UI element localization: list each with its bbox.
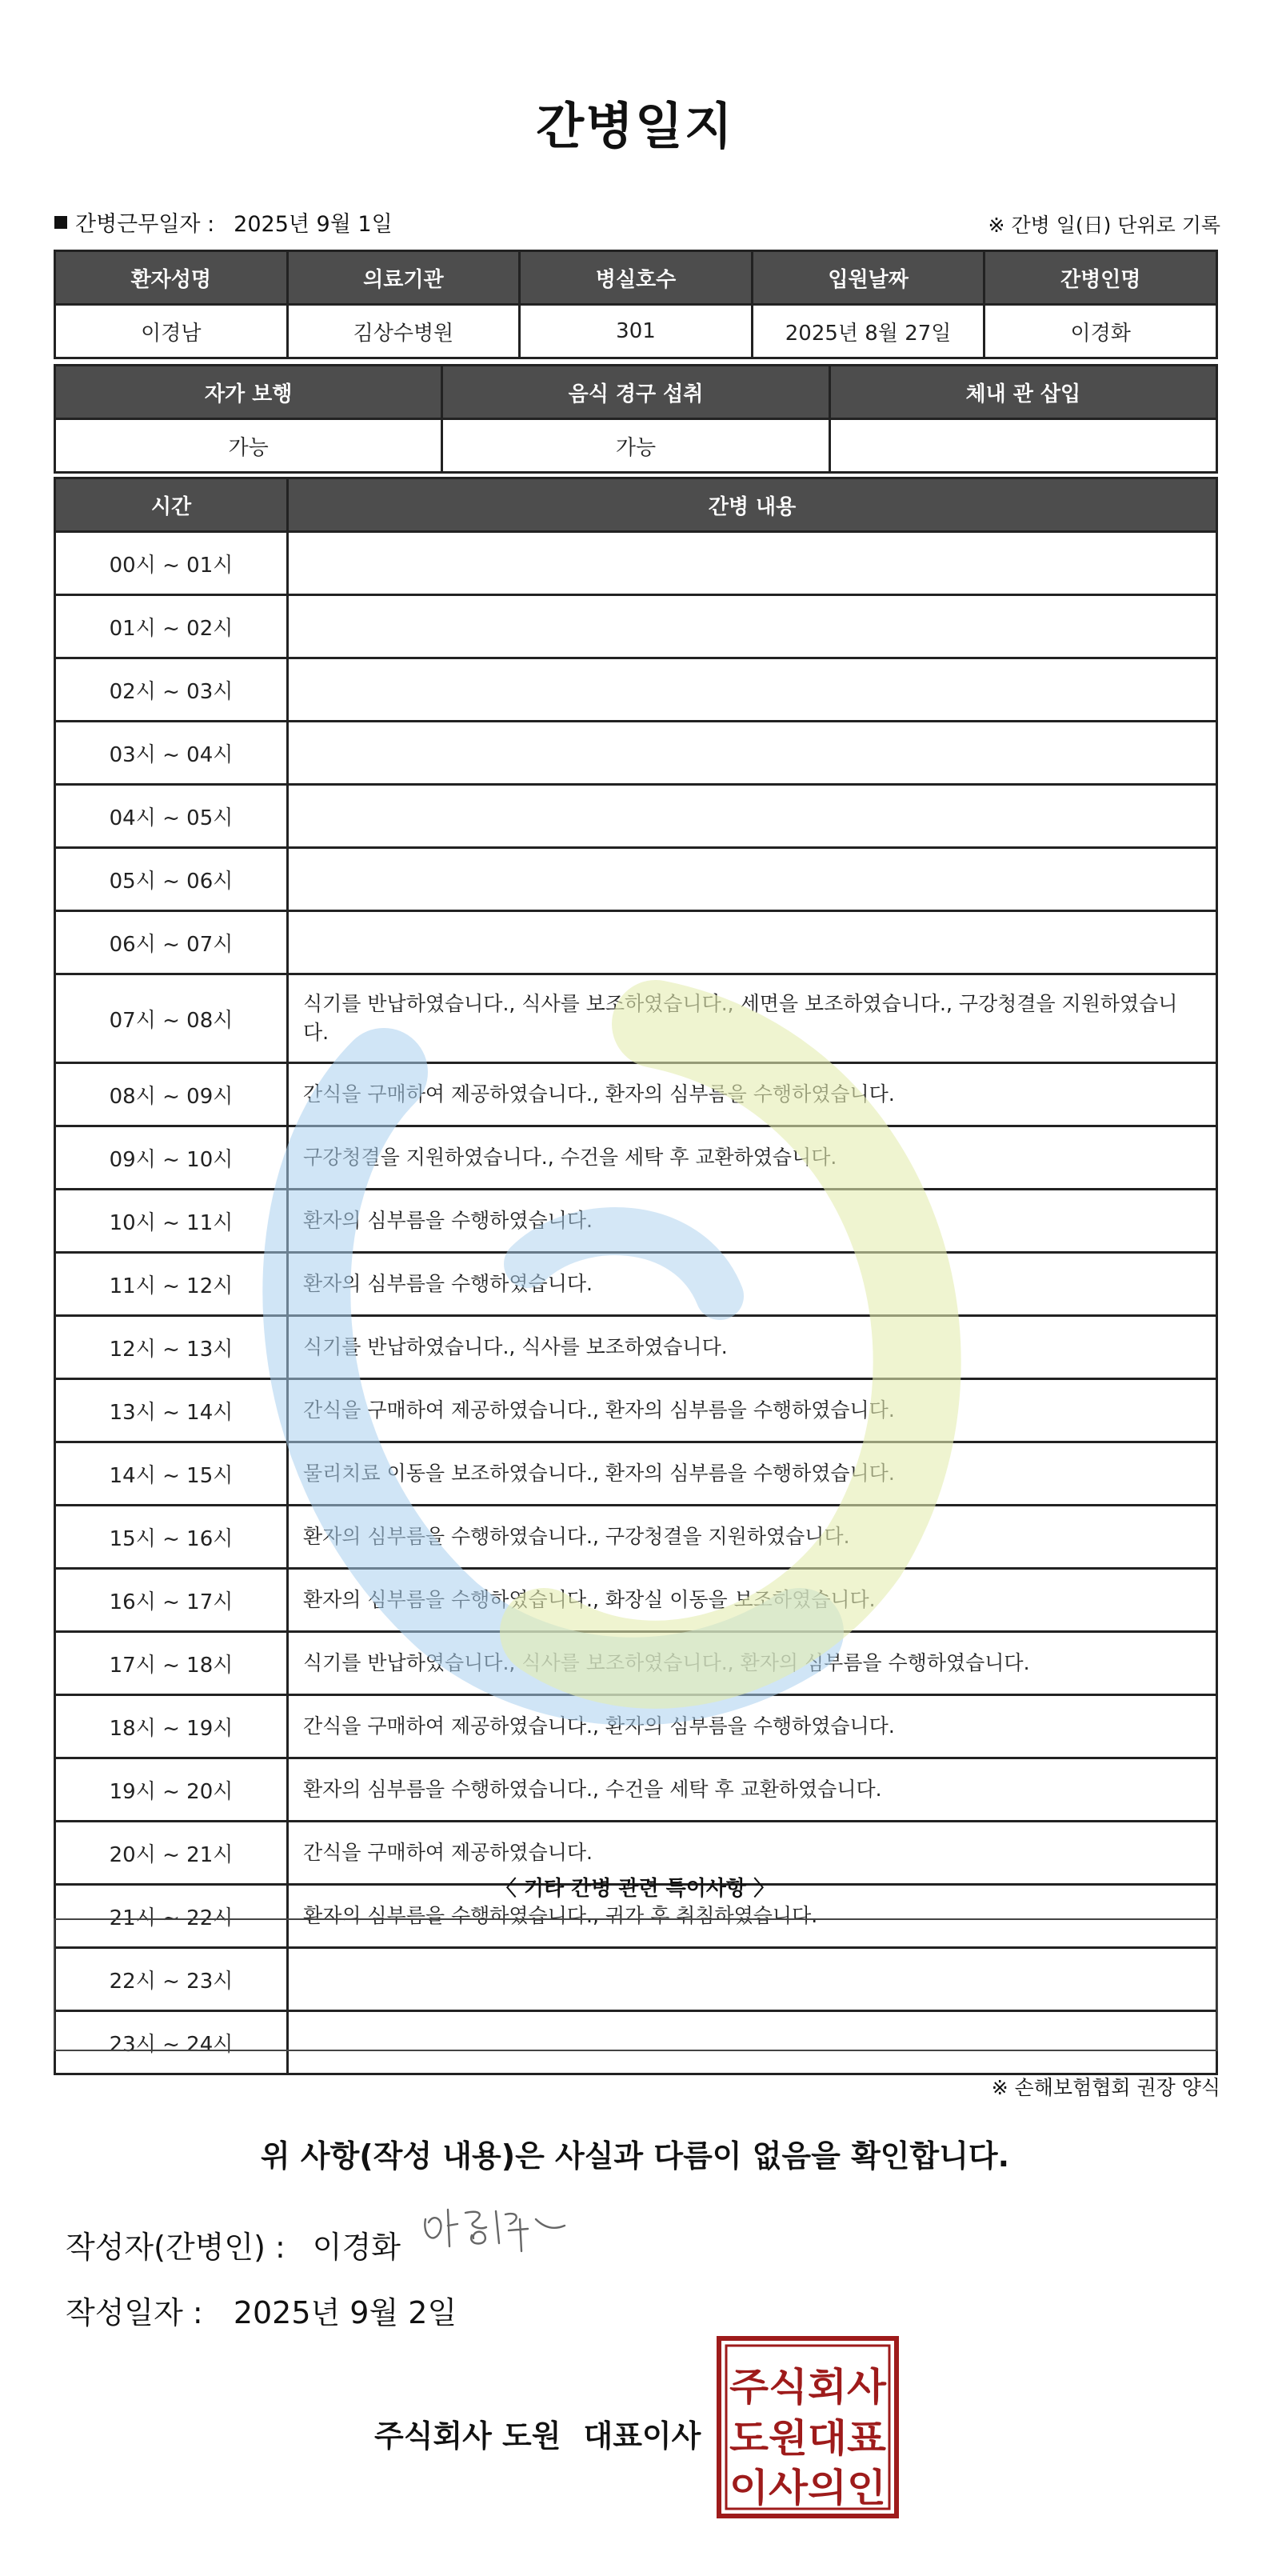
recommend-note: ※ 손해보험협회 권장 양식 — [991, 2076, 1220, 2099]
write-date-value: 2025년 9월 2일 — [233, 2295, 457, 2330]
company-seal-icon — [715, 2334, 901, 2520]
content-cell: 구강청결을 지원하였습니다., 수건을 세탁 후 교환하였습니다. — [288, 1126, 1217, 1190]
company-name: 주식회사 도원 — [374, 2418, 561, 2454]
table-row — [55, 1506, 1217, 1569]
time-cell: 22시 ~ 23시 — [55, 1948, 288, 2011]
admission-date: 2025년 8월 27일 — [752, 305, 984, 358]
table-row — [55, 911, 1217, 974]
time-cell: 07시 ~ 08시 — [55, 974, 288, 1063]
etc-section-title: 〈 기타 간병 관련 특이사항 〉 — [495, 1877, 775, 1901]
table-row — [55, 1316, 1217, 1379]
content-cell: 간식을 구매하여 제공하였습니다., 환자의 심부름을 수행하였습니다. — [288, 1063, 1217, 1126]
content-cell: 간식을 구매하여 제공하였습니다., 환자의 심부름을 수행하였습니다. — [288, 1695, 1217, 1758]
header-caregiver-name: 간병인명 — [984, 251, 1217, 305]
time-cell: 13시 ~ 14시 — [55, 1379, 288, 1442]
handwritten-signature-icon — [416, 2195, 576, 2267]
header-room-number: 병실호수 — [520, 251, 753, 305]
table-row — [55, 1379, 1217, 1442]
table-row — [55, 848, 1217, 911]
table-row — [55, 785, 1217, 848]
writer-name: 이경화 — [312, 2230, 401, 2265]
table-row — [55, 1253, 1217, 1316]
svg-text:주식회사: 주식회사 — [729, 2365, 887, 2410]
header-hospital: 의료기관 — [287, 251, 520, 305]
content-cell: 간식을 구매하여 제공하였습니다., 환자의 심부름을 수행하였습니다. — [288, 1379, 1217, 1442]
header-oral-intake: 음식 경구 섭취 — [442, 366, 829, 419]
time-cell: 14시 ~ 15시 — [55, 1442, 288, 1506]
time-cell: 17시 ~ 18시 — [55, 1632, 288, 1695]
content-cell: 환자의 심부름을 수행하였습니다. — [288, 1190, 1217, 1253]
oral-intake-value: 가능 — [442, 419, 829, 473]
log-header-row — [55, 478, 1217, 532]
time-cell: 11시 ~ 12시 — [55, 1253, 288, 1316]
header-patient-name: 환자성명 — [55, 251, 288, 305]
time-cell: 08시 ~ 09시 — [55, 1063, 288, 1126]
write-date-line — [66, 2288, 457, 2332]
time-cell: 02시 ~ 03시 — [55, 658, 288, 722]
table-row — [55, 1442, 1217, 1506]
patient-info-value-row — [55, 305, 1217, 358]
header-admission-date: 입원날짜 — [752, 251, 984, 305]
content-cell: 환자의 심부름을 수행하였습니다., 구강청결을 지원하였습니다. — [288, 1506, 1217, 1569]
content-cell: 환자의 심부름을 수행하였습니다. — [288, 1253, 1217, 1316]
table-row — [55, 1063, 1217, 1126]
content-cell — [288, 911, 1217, 974]
time-cell: 04시 ~ 05시 — [55, 785, 288, 848]
content-cell — [288, 848, 1217, 911]
table-row — [55, 532, 1217, 595]
time-cell: 12시 ~ 13시 — [55, 1316, 288, 1379]
table-row — [55, 722, 1217, 785]
svg-text:도원대표: 도원대표 — [729, 2416, 887, 2461]
table-row — [55, 658, 1217, 722]
time-cell: 15시 ~ 16시 — [55, 1506, 288, 1569]
record-unit-note: ※ 간병 일(日) 단위로 기록 — [988, 214, 1220, 237]
patient-info-header-row — [55, 251, 1217, 305]
content-cell: 간식을 구매하여 제공하였습니다. — [288, 1822, 1217, 1885]
table-row — [55, 595, 1217, 658]
tube-insertion-value — [829, 419, 1216, 473]
content-cell — [288, 785, 1217, 848]
time-cell: 00시 ~ 01시 — [55, 532, 288, 595]
work-date-label: 간병근무일자 : — [75, 212, 215, 237]
content-cell: 식기를 반납하였습니다., 식사를 보조하였습니다., 환자의 심부름을 수행하였습니다. — [288, 1632, 1217, 1695]
ability-header-row — [55, 366, 1217, 419]
time-cell: 06시 ~ 07시 — [55, 911, 288, 974]
writer-label: 작성자(간병인) : — [66, 2230, 286, 2265]
room-number: 301 — [520, 305, 753, 358]
table-row — [55, 1569, 1217, 1632]
ability-info-table — [54, 364, 1218, 474]
time-cell: 19시 ~ 20시 — [55, 1758, 288, 1822]
table-row — [55, 1632, 1217, 1695]
ability-value-row — [55, 419, 1217, 473]
content-cell — [288, 658, 1217, 722]
header-self-walking: 자가 보행 — [55, 366, 442, 419]
time-cell: 03시 ~ 04시 — [55, 722, 288, 785]
etc-notes-box — [54, 1918, 1218, 2051]
write-date-label: 작성일자 : — [66, 2295, 203, 2330]
company-role: 대표이사 — [583, 2418, 701, 2454]
content-cell: 환자의 심부름을 수행하였습니다., 화장실 이동을 보조하였습니다. — [288, 1569, 1217, 1632]
time-cell: 09시 ~ 10시 — [55, 1126, 288, 1190]
self-walking-value: 가능 — [55, 419, 442, 473]
company-line — [374, 2411, 701, 2455]
header-time: 시간 — [55, 478, 288, 532]
svg-text:이사의인: 이사의인 — [729, 2466, 886, 2510]
content-cell — [288, 532, 1217, 595]
time-cell: 05시 ~ 06시 — [55, 848, 288, 911]
patient-name: 이경남 — [55, 305, 288, 358]
table-row — [55, 1758, 1217, 1822]
content-cell: 환자의 심부름을 수행하였습니다., 귀가 후 취침하였습니다. — [288, 1885, 1217, 1948]
content-cell: 환자의 심부름을 수행하였습니다., 수건을 세탁 후 교환하였습니다. — [288, 1758, 1217, 1822]
content-cell: 물리치료 이동을 보조하였습니다., 환자의 심부름을 수행하였습니다. — [288, 1442, 1217, 1506]
content-cell: 식기를 반납하였습니다., 식사를 보조하였습니다. — [288, 1316, 1217, 1379]
table-row — [55, 974, 1217, 1063]
header-tube-insertion: 체내 관 삽입 — [829, 366, 1216, 419]
content-cell: 식기를 반납하였습니다., 식사를 보조하였습니다., 세면을 보조하였습니다., 구강청결을 지원하였습니다. — [288, 974, 1217, 1063]
table-row — [55, 1190, 1217, 1253]
hospital-name: 김상수병원 — [287, 305, 520, 358]
caregiver-name: 이경화 — [984, 305, 1217, 358]
time-cell: 16시 ~ 17시 — [55, 1569, 288, 1632]
care-log-table — [54, 477, 1218, 2075]
page-title: 간병일지 — [536, 97, 734, 155]
time-cell: 20시 ~ 21시 — [55, 1822, 288, 1885]
bullet-square-icon — [54, 216, 67, 229]
work-date — [54, 206, 393, 238]
confirm-statement: 위 사항(작성 내용)은 사실과 다름이 없음을 확인합니다. — [260, 2138, 1010, 2174]
time-cell: 18시 ~ 19시 — [55, 1695, 288, 1758]
writer-line — [66, 2222, 401, 2266]
content-cell — [288, 722, 1217, 785]
table-row — [55, 1126, 1217, 1190]
time-cell: 23시 ~ 24시 — [55, 2011, 288, 2074]
content-cell — [288, 595, 1217, 658]
time-cell: 01시 ~ 02시 — [55, 595, 288, 658]
work-date-value: 2025년 9월 1일 — [234, 212, 393, 237]
patient-info-table — [54, 250, 1218, 359]
time-cell: 10시 ~ 11시 — [55, 1190, 288, 1253]
time-cell: 21시 ~ 22시 — [55, 1885, 288, 1948]
header-care-content: 간병 내용 — [288, 478, 1217, 532]
table-row — [55, 1695, 1217, 1758]
